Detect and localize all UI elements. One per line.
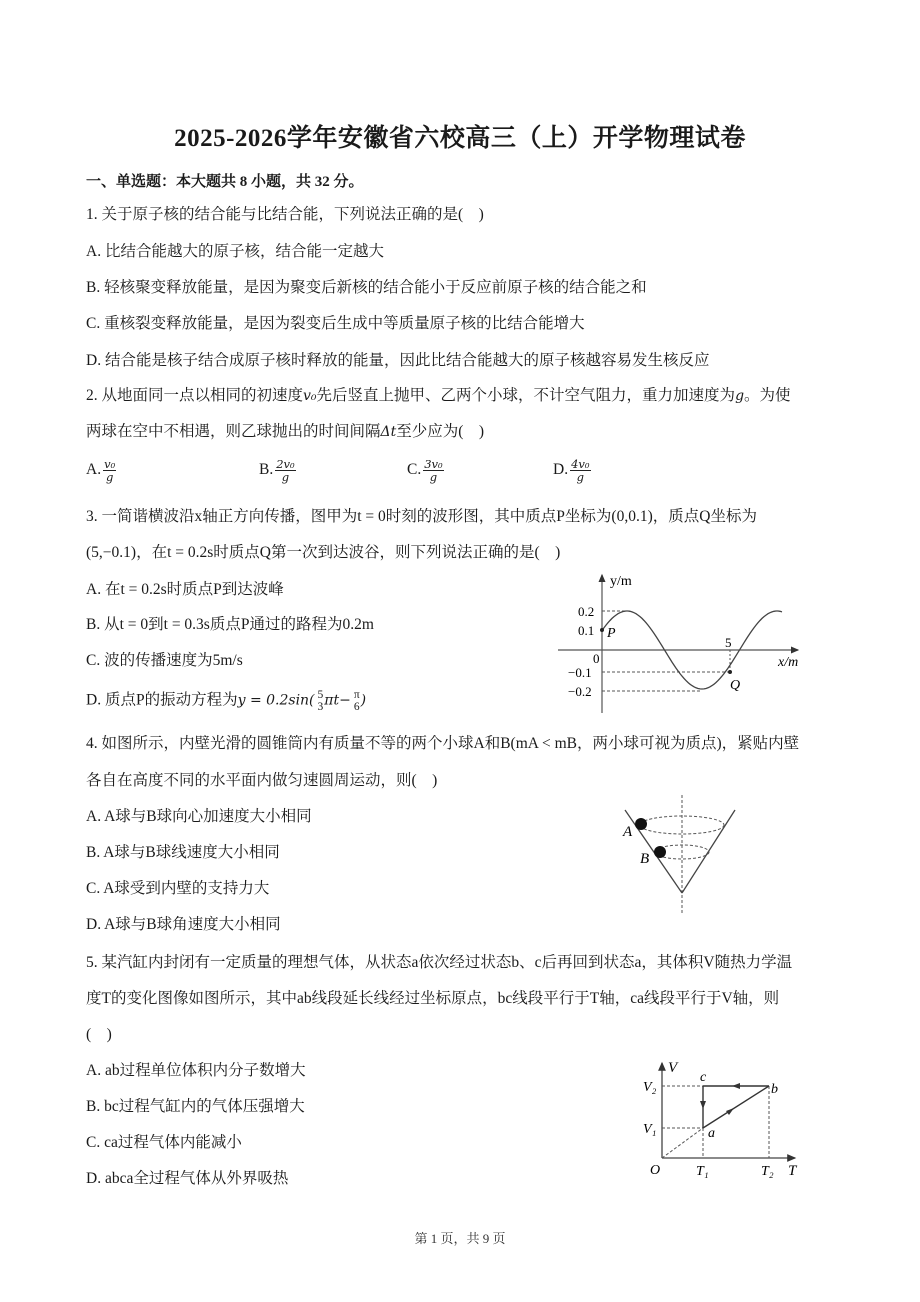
- question-2-stem-line1: [86, 386, 791, 406]
- option-label: D.: [553, 461, 569, 479]
- question-3-option-d: [86, 689, 366, 713]
- stem-text: 2. 从地面同一点以相同的初速度: [86, 387, 304, 404]
- cone-wall-right: [682, 810, 735, 893]
- origin-label: 0: [593, 651, 600, 666]
- question-2-option-c: [407, 458, 444, 483]
- t2-label: T₂: [761, 1164, 774, 1179]
- numerator: 5: [317, 689, 324, 701]
- denominator: g: [576, 470, 584, 484]
- equation: πt−: [324, 692, 351, 709]
- question-3-stem-line2: (5,−0.1)，在t = 0.2s时质点Q第一次到达波谷，则下列说法正确的是( ): [86, 544, 561, 561]
- question-1-stem: 1. 关于原子核的结合能与比结合能，下列说法正确的是( ): [86, 206, 484, 223]
- question-1-option-d: D. 结合能是核子结合成原子核时释放的能量，因此比结合能越大的原子核越容易发生核反应: [86, 352, 710, 369]
- page-title: 2025-2026学年安徽省六校高三（上）开学物理试卷: [174, 125, 746, 152]
- numerator: v₀: [104, 457, 116, 471]
- question-1-option-b: B. 轻核聚变释放能量，是因为聚变后新核的结合能小于反应前原子核的结合能之和: [86, 279, 647, 296]
- ball-b-label: B: [640, 851, 650, 867]
- question-1-option-c: C. 重核裂变释放能量，是因为裂变后生成中等质量原子核的比结合能增大: [86, 315, 585, 332]
- math-v0: v₀: [303, 388, 317, 404]
- question-5-option-b: B. bc过程气缸内的气体压强增大: [86, 1098, 305, 1115]
- t1-label: T₁: [696, 1164, 709, 1179]
- stem-text: 。为使: [744, 387, 791, 404]
- stem-text: 两球在空中不相遇，则乙球抛出的时间间隔: [86, 423, 381, 440]
- option-label: B.: [259, 461, 274, 479]
- denominator: g: [281, 470, 290, 484]
- point-p-label: P: [607, 626, 616, 641]
- option-label: A.: [86, 461, 102, 479]
- fraction: [353, 689, 361, 713]
- arrow-ab-icon: [726, 1108, 734, 1115]
- y-tick-label: −0.1: [568, 665, 592, 680]
- y-tick-label: −0.2: [568, 684, 592, 699]
- equation: y = 0.2sin(: [237, 692, 315, 709]
- point-p: [600, 628, 604, 632]
- v1-label: V₁: [643, 1122, 657, 1137]
- denominator: g: [105, 470, 114, 484]
- denominator: g: [429, 470, 438, 484]
- numerator: 2v₀: [276, 457, 295, 471]
- question-4-option-c: C. A球受到内壁的支持力大: [86, 880, 270, 897]
- numerator: 3v₀: [424, 457, 443, 471]
- equation: ): [360, 692, 367, 709]
- ball-a-label: A: [623, 824, 633, 840]
- v2-label: V₂: [643, 1080, 657, 1095]
- segment-ab: [703, 1086, 769, 1128]
- question-2-option-a: [86, 458, 116, 483]
- page-footer: 第 1 页，共 9 页: [414, 1231, 506, 1246]
- point-q: [728, 670, 732, 674]
- question-3-option-b: B. 从t = 0到t = 0.3s质点P通过的路程为0.2m: [86, 616, 374, 633]
- v-axis-label: V: [668, 1060, 678, 1076]
- x-tick-label: 5: [725, 635, 732, 650]
- y-axis-label: y/m: [610, 574, 632, 589]
- question-5-option-d: D. abca全过程气体从外界吸热: [86, 1170, 289, 1187]
- fraction: [423, 458, 443, 483]
- fraction: [570, 458, 590, 483]
- option-text: D. 质点P的振动方程为: [86, 691, 238, 709]
- arrow-ca-icon: [700, 1101, 706, 1109]
- math-delta-t: Δt: [380, 424, 397, 440]
- y-tick-label: 0.2: [578, 604, 595, 619]
- ball-b: [654, 846, 666, 858]
- extension-line: [662, 1128, 703, 1158]
- point-c-label: c: [700, 1070, 707, 1085]
- fraction: [275, 458, 295, 483]
- question-1-option-a: A. 比结合能越大的原子核，结合能一定越大: [86, 243, 384, 260]
- question-4-option-b: B. A球与B球线速度大小相同: [86, 844, 280, 861]
- question-3-option-a: A. 在t = 0.2s时质点P到达波峰: [86, 581, 284, 598]
- question-4-option-a: A. A球与B球向心加速度大小相同: [86, 808, 312, 825]
- question-4-stem-line2: 各自在高度不同的水平面内做匀速圆周运动，则( ): [86, 772, 438, 789]
- fraction: [103, 458, 116, 483]
- denominator: 3: [317, 701, 324, 713]
- arrow-bc-icon: [732, 1083, 740, 1089]
- origin-label: O: [650, 1163, 661, 1178]
- point-q-label: Q: [730, 678, 741, 693]
- stem-text: 至少应为( ): [396, 423, 485, 440]
- question-5-stem-line1: 5. 某汽缸内封闭有一定质量的理想气体，从状态a依次经过状态b、c后再回到状态a，其体积V随热力学温: [86, 954, 793, 971]
- question-2-option-b: [259, 458, 296, 483]
- cone-figure: [600, 790, 770, 920]
- question-5-stem-line2: 度T的变化图像如图所示，其中ab线段延长线经过坐标原点，bc线段平行于T轴，ca线段平行于V轴，则: [86, 990, 780, 1007]
- cone-wall-left: [625, 810, 682, 893]
- stem-text: 先后竖直上抛甲、乙两个小球，不计空气阻力，重力加速度为: [316, 387, 736, 404]
- question-4-option-d: D. A球与B球角速度大小相同: [86, 916, 281, 933]
- question-3-option-c: C. 波的传播速度为5m/s: [86, 652, 243, 669]
- wave-figure: [550, 565, 830, 720]
- numerator: 4v₀: [571, 457, 590, 471]
- question-2-option-d: [553, 458, 591, 483]
- y-tick-label: 0.1: [578, 623, 595, 638]
- question-5-option-a: A. ab过程单位体积内分子数增大: [86, 1062, 306, 1079]
- x-axis-label: x/m: [778, 655, 799, 670]
- numerator: π: [353, 689, 360, 701]
- ball-a: [635, 818, 647, 830]
- math-g: g: [735, 388, 745, 404]
- question-5-option-c: C. ca过程气体内能减小: [86, 1134, 242, 1151]
- question-3-stem-line1: 3. 一简谐横波沿x轴正方向传播，图甲为t = 0时刻的波形图，其中质点P坐标为(0,0.1)，质点Q坐标为: [86, 508, 757, 525]
- question-5-stem-line3: ( ): [86, 1026, 112, 1043]
- section-header: 一、单选题：本大题共 8 小题，共 32 分。: [86, 174, 364, 190]
- t-axis-label: T: [788, 1163, 797, 1179]
- vt-figure: [630, 1055, 810, 1190]
- point-b-label: b: [771, 1082, 778, 1097]
- point-a-label: a: [708, 1126, 715, 1141]
- question-4-stem-line1: 4. 如图所示，内壁光滑的圆锥筒内有质量不等的两个小球A和B(mA < mB，两小球可视为质点)，紧贴内壁: [86, 735, 800, 752]
- question-2-stem-line2: [86, 422, 484, 442]
- option-label: C.: [407, 461, 422, 479]
- denominator: 6: [353, 701, 360, 713]
